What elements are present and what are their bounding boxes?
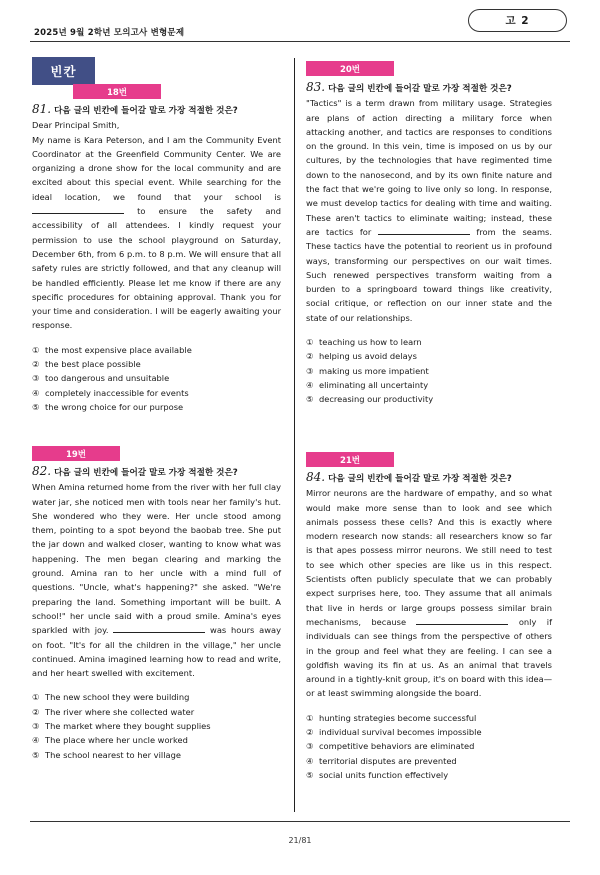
passage-text-after: was hours away on foot. "It's for all the children in the village," her uncle continued. Amina imagined learning how to read and write, and her heart swelled with excitement. <box>32 625 281 679</box>
question-badge: 21번 <box>306 452 394 467</box>
choice-text: eliminating all uncertainty <box>319 379 429 390</box>
question-block <box>306 80 552 407</box>
passage <box>306 96 552 325</box>
choice-mark: ① <box>306 712 314 723</box>
passage-text-before: When Amina returned home from the river with her full clay water jar, she noticed men with tools near her family's hut. She wondered who they were. Her uncle stood among them, pointing to a spot beyond the baobab tree. She put the jar down and walked closer, wanting to know what was happening. The men began clearing and marking the ground. Amina ran to her uncle with a mind full of questions. "Uncle, what's happening?" she asked. "We're preparing the land. Something important will be built. A school!" her uncle said with a proud smile. Amina's eyes sparkled with joy. <box>32 482 281 636</box>
passage-text-before: Mirror neurons are the hardware of empathy, and so what would make more sense than to look and see which animals possess these cells? And this is exactly where modern research now stands: all researchers know so far is that apes possess mirror neurons. We still need to test to see which other species are like us in this respect. Scientists often publicly speculate that we can probably expect surprises here, too. They assume that all animals that live in herds or large groups possess similar brain mechanisms, because <box>306 488 552 627</box>
question-stem <box>306 80 552 96</box>
choice-item[interactable] <box>32 690 281 704</box>
choice-item[interactable] <box>306 378 552 392</box>
answer-blank <box>416 616 508 625</box>
question-stem <box>32 464 281 480</box>
choice-mark: ⑤ <box>32 401 40 412</box>
choice-item[interactable] <box>306 725 552 739</box>
passage-text-after: from the seams. These tactics have the potential to reorient us in profound ways, transforming our perspectives on our wait times. Such renewed perspectives transform waiting from a burden to a springboard toward things like creativity, social critique, or reflection on our inner state and the state of our relationships. <box>306 226 552 323</box>
choice-item[interactable] <box>306 768 552 782</box>
choice-text: the best place possible <box>45 359 141 370</box>
exam-title: 2025년 9월 2학년 모의고사 변형문제 <box>34 28 185 38</box>
choice-mark: ④ <box>32 735 40 746</box>
choice-item[interactable] <box>306 364 552 378</box>
grade-label: 고 2 <box>468 9 567 32</box>
question-prompt: 다음 글의 빈칸에 들어갈 말로 가장 적절한 것은? <box>328 84 512 94</box>
choice-mark: ④ <box>306 379 314 390</box>
choice-text: The river where she collected water <box>45 706 195 717</box>
question-stem <box>32 102 281 118</box>
choice-mark: ① <box>32 344 40 355</box>
answer-blank <box>113 624 205 633</box>
question-prompt: 다음 글의 빈칸에 들어갈 말로 가장 적절한 것은? <box>54 106 238 116</box>
choice-mark: ⑤ <box>32 749 40 760</box>
choice-mark: ② <box>32 706 40 717</box>
passage <box>306 486 552 700</box>
question-badge: 20번 <box>306 61 394 76</box>
choice-item[interactable] <box>32 357 281 371</box>
question-prompt: 다음 글의 빈칸에 들어갈 말로 가장 적절한 것은? <box>54 468 238 478</box>
footer-divider <box>30 821 570 822</box>
choice-mark: ④ <box>32 387 40 398</box>
question-block <box>32 464 281 762</box>
passage <box>32 480 281 680</box>
question-number: 82. <box>32 464 52 478</box>
choice-text: The new school they were building <box>45 692 190 703</box>
choice-item[interactable] <box>32 705 281 719</box>
choice-item[interactable] <box>32 719 281 733</box>
question-number: 81. <box>32 102 52 116</box>
question-number: 84. <box>306 470 326 484</box>
choice-text: the most expensive place available <box>45 344 192 355</box>
choice-text: competitive behaviors are eliminated <box>319 741 475 752</box>
choice-item[interactable] <box>306 335 552 349</box>
page-number: 21/81 <box>288 836 312 845</box>
choice-text: social units function effectively <box>319 769 449 780</box>
choice-item[interactable] <box>32 400 281 414</box>
choice-mark: ② <box>306 727 314 738</box>
question-block <box>32 102 281 414</box>
choice-mark: ③ <box>306 365 314 376</box>
choice-mark: ⑤ <box>306 769 314 780</box>
choice-text: decreasing our productivity <box>319 394 434 405</box>
section-label: 빈칸 <box>32 57 95 85</box>
header-divider <box>30 41 570 42</box>
answer-blank <box>378 226 470 235</box>
choice-mark: ⑤ <box>306 394 314 405</box>
choice-text: too dangerous and unsuitable <box>45 373 170 384</box>
choice-mark: ④ <box>306 755 314 766</box>
column-divider <box>294 58 295 812</box>
choice-text: territorial disputes are prevented <box>319 755 457 766</box>
choice-text: The place where her uncle worked <box>45 735 188 746</box>
choice-text: hunting strategies become successful <box>319 712 477 723</box>
choice-list <box>32 690 281 761</box>
choice-mark: ③ <box>32 721 40 732</box>
choice-item[interactable] <box>306 739 552 753</box>
passage-text-after: only if individuals can see things from the perspective of others in the group and feel what they are feeling. I can see a goldfish waving its fin at us. As an animal that travels around in a tightly-knit group, it's on board with this idea—or at least swimming alongside the board. <box>306 616 552 699</box>
choice-text: the wrong choice for our purpose <box>45 401 184 412</box>
choice-mark: ③ <box>32 373 40 384</box>
choice-text: helping us avoid delays <box>319 351 417 362</box>
choice-item[interactable] <box>32 371 281 385</box>
choice-item[interactable] <box>32 343 281 357</box>
choice-text: The school nearest to her village <box>45 749 181 760</box>
choice-mark: ① <box>306 337 314 348</box>
question-badge: 18번 <box>73 84 161 99</box>
choice-text: completely inaccessible for events <box>45 387 189 398</box>
choice-text: The market where they bought supplies <box>45 721 211 732</box>
choice-text: making us more impatient <box>319 365 429 376</box>
choice-item[interactable] <box>306 754 552 768</box>
passage <box>32 118 281 332</box>
choice-item[interactable] <box>32 748 281 762</box>
choice-mark: ② <box>32 359 40 370</box>
passage-text-before: "Tactics" is a term drawn from military usage. Strategies are plans of action directing a military force when attacking another, and tactics are responses to conditions on the ground. In this vein, time is imposed on us by our cultures, by the technologies that have regimented time down to the nanosecond, and by its own finite nature and the fact that we're going to live only so long. In response, we must develop tactics for dealing with time and waiting. These aren't tactics to eliminate waiting; instead, these are tactics for <box>306 98 552 237</box>
question-badge: 19번 <box>32 446 120 461</box>
question-prompt: 다음 글의 빈칸에 들어갈 말로 가장 적절한 것은? <box>328 474 512 484</box>
choice-mark: ① <box>32 692 40 703</box>
question-number: 83. <box>306 80 326 94</box>
choice-list <box>306 335 552 406</box>
choice-item[interactable] <box>306 349 552 363</box>
choice-mark: ② <box>306 351 314 362</box>
choice-list <box>306 711 552 782</box>
choice-list <box>32 343 281 414</box>
question-block <box>306 470 552 782</box>
choice-item[interactable] <box>306 711 552 725</box>
answer-blank <box>32 205 124 214</box>
choice-item[interactable] <box>306 392 552 406</box>
choice-item[interactable] <box>32 386 281 400</box>
passage-text-after: to ensure the safety and accessibility of all attendees. I kindly request your permission to use the school playground on Saturday, December 6th, from 6 p.m. to 8 p.m. We will ensure that all safety rules are strictly followed, and that any cleanup will be handled efficiently. Please let me know if there are any specific procedures for obtaining approval. Thank you for your time and consideration. I will be eagerly awaiting your response. <box>32 206 282 331</box>
passage-text-before: Dear Principal Smith, My name is Kara Peterson, and I am the Community Event Coordinator at the Greenfield Community Center. We are organizing a drone show for the local community and are excited about this special event. While searching for the ideal location, we found that your school is <box>32 120 281 202</box>
choice-text: individual survival becomes impossible <box>319 727 482 738</box>
choice-mark: ③ <box>306 741 314 752</box>
choice-text: teaching us how to learn <box>319 337 422 348</box>
choice-item[interactable] <box>32 733 281 747</box>
question-stem <box>306 470 552 486</box>
